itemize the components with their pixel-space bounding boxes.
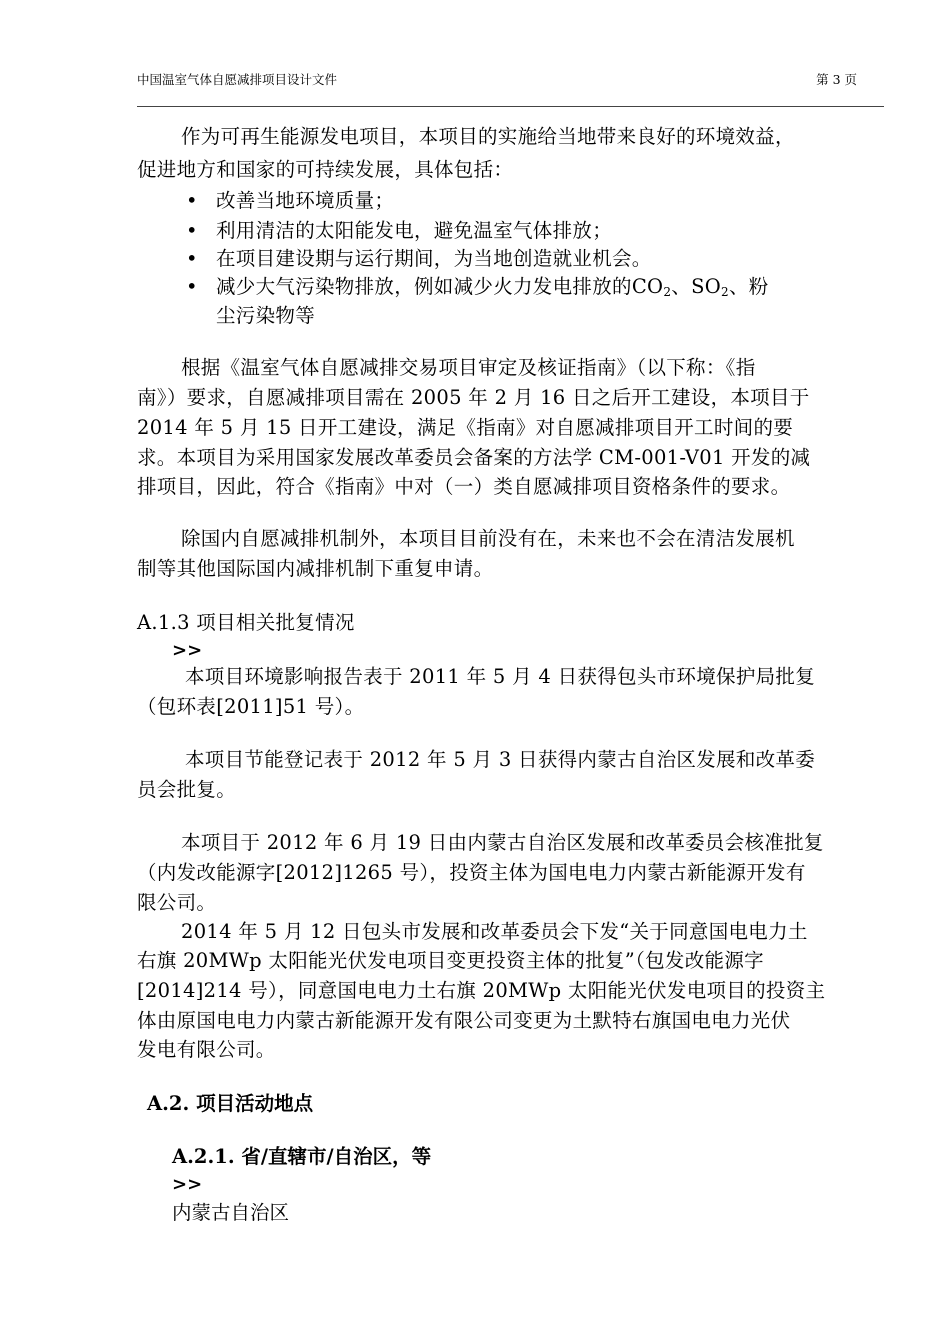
section-a13-arrow: >> xyxy=(172,640,203,661)
bullet-item: 减少大气污染物排放，例如减少火力发电排放的$CO_2$、$SO_2$、粉 xyxy=(216,275,769,299)
approval-ndrc-line-1: 本项目于 2012 年 6 月 19 日由内蒙古自治区发展和改革委员会核准批复 xyxy=(181,831,824,854)
guide-line-5: 排项目，因此，符合《指南》中对（一）类自愿减排项目资格条件的要求。 xyxy=(137,475,791,498)
approval-transfer-line-3: [2014]214 号），同意国电电力土右旗 20MWp 太阳能光伏发电项目的投资主 xyxy=(137,979,826,1002)
other-mech-line-1: 除国内自愿减排机制外，本项目目前没有在，未来也不会在清洁发展机 xyxy=(181,527,795,550)
approval-energy-line-1: 本项目节能登记表于 2012 年 5 月 3 日获得内蒙古自治区发展和改革委 xyxy=(185,748,816,771)
page-number: 第 3 页 xyxy=(816,72,857,87)
approval-transfer-line-1: 2014 年 5 月 12 日包头市发展和改革委员会下发“关于同意国电电力土 xyxy=(181,920,808,943)
section-a21-title: A.2.1. 省/直辖市/自治区，等 xyxy=(172,1145,432,1168)
intro-line-2: 促进地方和国家的可持续发展，具体包括： xyxy=(137,158,514,181)
section-a21-arrow: >> xyxy=(172,1174,203,1195)
guide-line-4: 求。本项目为采用国家发展改革委员会备案的方法学 CM-001-V01 开发的减 xyxy=(137,446,811,469)
bullet-dot: • xyxy=(186,247,198,270)
bullet-dot: • xyxy=(186,219,198,242)
bullet-item: 改善当地环境质量； xyxy=(216,189,395,212)
approval-transfer-line-2: 右旗 20MWp 太阳能光伏发电项目变更投资主体的批复”（包发改能源字 xyxy=(137,949,764,972)
other-mech-line-2: 制等其他国际国内减排机制下重复申请。 xyxy=(137,557,494,580)
section-a13-title: A.1.3 项目相关批复情况 xyxy=(137,611,355,634)
approval-ndrc-line-3: 限公司。 xyxy=(137,891,217,914)
bullet-dot: • xyxy=(186,189,198,212)
approval-env-line-2: （包环表[2011]51 号）。 xyxy=(137,695,365,718)
intro-line-1: 作为可再生能源发电项目，本项目的实施给当地带来良好的环境效益， xyxy=(181,125,795,148)
header-divider xyxy=(137,106,884,107)
bullet-item: 在项目建设期与运行期间，为当地创造就业机会。 xyxy=(216,247,652,270)
page-header xyxy=(137,66,884,106)
section-a21-value: 内蒙古自治区 xyxy=(172,1201,290,1224)
bullet-item-continuation: 尘污染物等 xyxy=(216,304,316,327)
section-a2-title: A.2. 项目活动地点 xyxy=(147,1092,314,1115)
approval-ndrc-line-2: （内发改能源字[2012]1265 号），投资主体为国电电力内蒙古新能源开发有 xyxy=(137,861,806,884)
bullet-dot: • xyxy=(186,275,198,298)
approval-energy-line-2: 员会批复。 xyxy=(137,778,237,801)
approval-transfer-line-5: 发电有限公司。 xyxy=(137,1038,276,1061)
document-title: 中国温室气体自愿减排项目设计文件 xyxy=(137,72,338,87)
guide-line-3: 2014 年 5 月 15 日开工建设，满足《指南》对自愿减排项目开工时间的要 xyxy=(137,416,794,439)
guide-line-1: 根据《温室气体自愿减排交易项目审定及核证指南》（以下称：《指 xyxy=(181,356,756,379)
bullet-item: 利用清洁的太阳能发电，避免温室气体排放； xyxy=(216,219,613,242)
guide-line-2: 南》）要求，自愿减排项目需在 2005 年 2 月 16 日之后开工建设，本项目于 xyxy=(137,386,810,409)
approval-env-line-1: 本项目环境影响报告表于 2011 年 5 月 4 日获得包头市环境保护局批复 xyxy=(185,665,816,688)
approval-transfer-line-4: 体由原国电电力内蒙古新能源开发有限公司变更为土默特右旗国电电力光伏 xyxy=(137,1009,791,1032)
